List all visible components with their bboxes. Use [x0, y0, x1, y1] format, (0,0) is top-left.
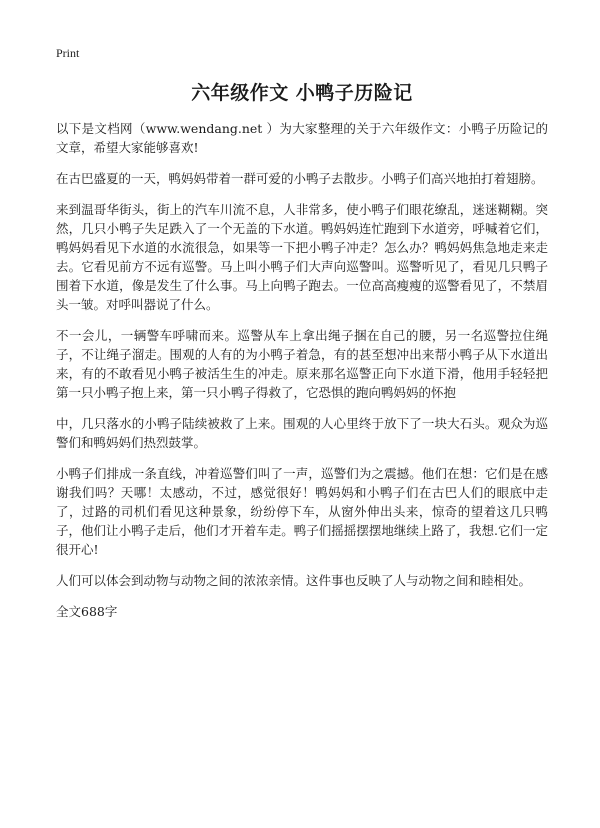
- word-count: 全文688字: [56, 604, 118, 619]
- article-title: 六年级作文 小鸭子历险记: [191, 82, 413, 104]
- paragraph: 小鸭子们排成一条直线，冲着巡警们叫了一声，巡警们为之震撼。他们在想：它们是在感谢我们吗？天哪！太感动，不过，感觉很好！鸭妈妈和小鸭子们在古巴人们的眼底中走了，过路的司机们看见这种景象，纷纷停下车，从窗外伸出头来，惊奇的望着这几只鸭子，他们让小鸭子走后，他们才开着车走。鸭子们摇摇摆摆地继续上路了，我想.它们一定很开心!: [56, 466, 548, 557]
- article: [56, 78, 548, 621]
- print-link[interactable]: Print: [56, 46, 80, 60]
- paragraph: 不一会儿，一辆警车呼啸而来。巡警从车上拿出绳子捆在自己的腰，另一名巡警拉住绳子，不让绳子溜走。围观的人有的为小鸭子着急，有的甚至想冲出来帮小鸭子从下水道出来，有的不敢看见小鸭子被活生生的冲走。原来那名巡警正向下水道下滑，他用手轻轻把第一只小鸭子抱上来，第一只小鸭子得救了，它恐惧的跑向鸭妈妈的怀抱: [56, 328, 548, 400]
- paragraph: 人们可以体会到动物与动物之间的浓浓亲情。这件事也反映了人与动物之间和睦相处。: [56, 573, 532, 588]
- paragraph-intro: 以下是文档网（www.wendang.net ）为大家整理的关于六年级作文：小鸭子历险记的文章，希望大家能够喜欢!: [56, 121, 548, 155]
- paragraph: 来到温哥华街头，街上的汽车川流不息，人非常多，使小鸭子们眼花缭乱，迷迷糊糊。突然，几只小鸭子失足跌入了一个无盖的下水道。鸭妈妈连忙跑到下水道旁，呼喊着它们，鸭妈妈看见下水道的水流很急，如果等一下把小鸭子冲走？怎么办？鸭妈妈焦急地走来走去。它看见前方不远有巡警。马上叫小鸭子们大声向巡警叫。巡警听见了，看见几只鸭子围着下水道，像是发生了什么事。马上向鸭子跑去。一位高高瘦瘦的巡警看见了，不禁眉头一皱。对呼叫器说了什么。: [56, 202, 548, 312]
- paragraph: 中，几只落水的小鸭子陆续被救了上来。围观的人心里终于放下了一块大石头。观众为巡警们和鸭妈妈们热烈鼓掌。: [56, 416, 548, 450]
- paragraph: 在古巴盛夏的一天，鸭妈妈带着一群可爱的小鸭子去散步。小鸭子们高兴地拍打着翅膀。: [56, 171, 544, 186]
